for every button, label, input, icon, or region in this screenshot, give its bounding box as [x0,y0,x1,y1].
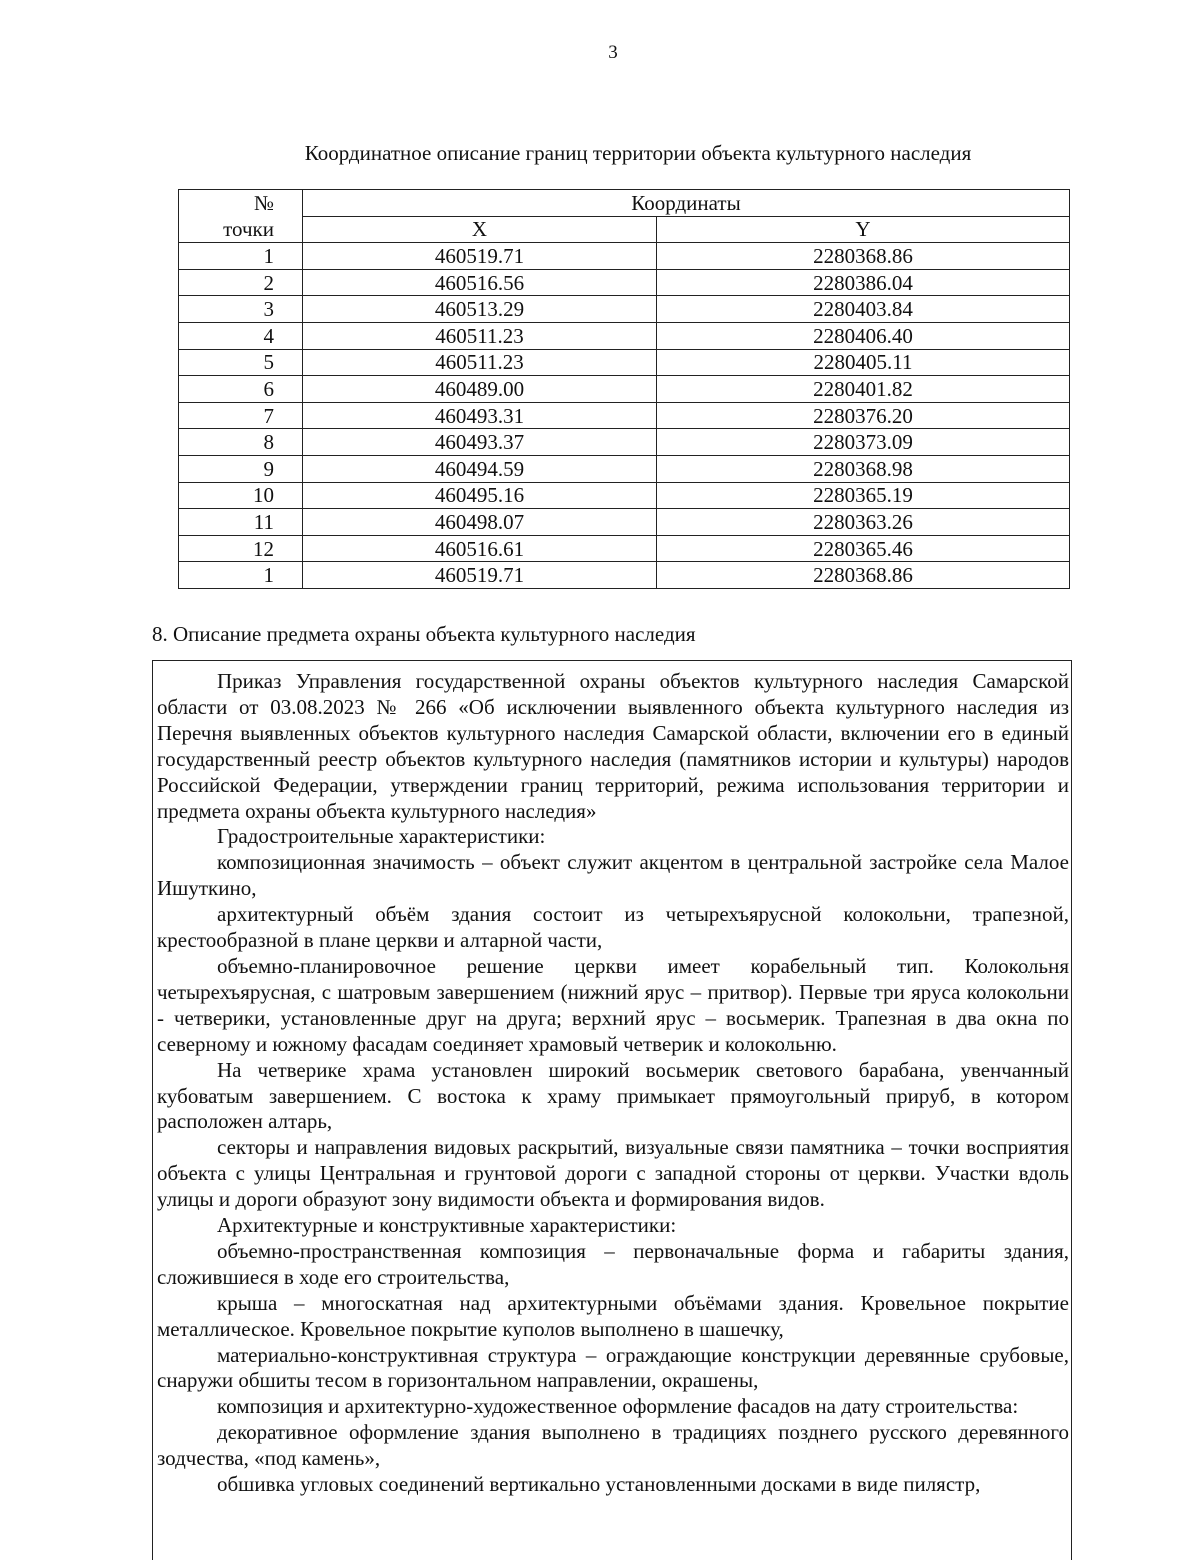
coordinates-table [178,189,1070,589]
coord-x: 460489.00 [303,376,657,403]
header-num-bottom: точки [179,216,303,243]
paragraph: обшивка угловых соединений вертикально установленными досками в виде пилястр, [217,1472,981,1497]
coord-y: 2280363.26 [657,509,1070,536]
table-row [179,322,1070,349]
table-row [179,509,1070,536]
paragraph: композиционная значимость – объект служит акцентом в центральной застройке села Малое Ишуткино, [157,850,1069,901]
point-number: 6 [179,376,303,403]
point-number: 12 [179,535,303,562]
coord-x: 460493.37 [303,429,657,456]
table-row [179,296,1070,323]
table-body [179,243,1070,589]
table-row [179,349,1070,376]
table-row [179,429,1070,456]
coord-x: 460494.59 [303,455,657,482]
coord-x: 460519.71 [303,243,657,270]
table-row [179,243,1070,270]
coord-y: 2280373.09 [657,429,1070,456]
page-number: 3 [608,42,618,63]
header-x: X [303,216,657,243]
table-row [179,376,1070,403]
coord-y: 2280368.86 [657,243,1070,270]
coord-x: 460511.23 [303,349,657,376]
section-heading: 8. Описание предмета охраны объекта культурного наследия [152,622,696,646]
paragraph: крыша – многоскатная над архитектурными объёмами здания. Кровельное покрытие металлическое. Кровельное покрытие куполов выполнено в шашечку, [157,1290,1069,1341]
paragraph: объемно-планировочное решение церкви имеет корабельный тип. Колокольня четырехъярусная, с шатровым завершением (нижний ярус – притвор). Первые три яруса колокольни - четверики, установленные друг на друга; верхний ярус – восьмерик. Трапезная в два окна по северному и южному фасадам соединяет храмовый четверик и колокольню. [157,953,1069,1056]
point-number: 10 [179,482,303,509]
table-row [179,455,1070,482]
coord-y: 2280368.98 [657,455,1070,482]
point-number: 1 [179,562,303,589]
paragraph: материально-конструктивная структура – ограждающие конструкции деревянные срубовые, снаружи обшиты тесом в горизонтальном направлении, окрашены, [157,1342,1069,1393]
paragraph: Приказ Управления государственной охраны объектов культурного наследия Самарской области от 03.08.2023 № 266 «Об исключении выявленного объекта культурного наследия из Перечня выявленных объектов культурного наследия Самарской области, включении его в единый государственный реестр объектов культурного наследия (памятников истории и культуры) народов Российской Федерации, утверждении границ территорий, режима использования территории и предмета охраны объекта культурного наследия» [157,669,1069,823]
header-y: Y [657,216,1070,243]
coord-y: 2280365.19 [657,482,1070,509]
header-num-top: № [179,190,303,217]
table-title: Координатное описание границ территории объекта культурного наследия [304,141,972,165]
coord-x: 460516.61 [303,535,657,562]
coord-x: 460516.56 [303,269,657,296]
paragraph: секторы и направления видовых раскрытий, визуальные связи памятника – точки восприятия объекта с улицы Центральная и грунтовой дороги с западной стороны от церкви. Участки вдоль улицы и дороги образуют зону видимости объекта и формирования видов. [157,1135,1069,1212]
coord-y: 2280401.82 [657,376,1070,403]
table-row [179,535,1070,562]
point-number: 8 [179,429,303,456]
table-row [179,402,1070,429]
paragraph: Градостроительные характеристики: [217,824,546,849]
coord-y: 2280376.20 [657,402,1070,429]
coord-y: 2280406.40 [657,322,1070,349]
table-row [179,562,1070,589]
header-coordinates: Координаты [303,190,1070,217]
paragraph: декоративное оформление здания выполнено в традициях позднего русского деревянного зодчества, «под камень», [157,1420,1069,1471]
coord-y: 2280368.86 [657,562,1070,589]
paragraph: архитектурный объём здания состоит из четырехъярусной колокольни, трапезной, крестообразной в плане церкви и алтарной части, [157,902,1069,953]
point-number: 7 [179,402,303,429]
coord-y: 2280365.46 [657,535,1070,562]
paragraph: объемно-пространственная композиция – первоначальные форма и габариты здания, сложившиеся в ходе его строительства, [157,1238,1069,1289]
paragraph: На четверике храма установлен широкий восьмерик светового барабана, увенчанный кубоватым завершением. С востока к храму примыкает прямоугольный прируб, в котором расположен алтарь, [157,1057,1069,1134]
coord-x: 460493.31 [303,402,657,429]
point-number: 4 [179,322,303,349]
coord-x: 460513.29 [303,296,657,323]
coord-y: 2280405.11 [657,349,1070,376]
coord-x: 460495.16 [303,482,657,509]
coord-y: 2280403.84 [657,296,1070,323]
point-number: 5 [179,349,303,376]
point-number: 3 [179,296,303,323]
coord-x: 460498.07 [303,509,657,536]
paragraph: Архитектурные и конструктивные характеристики: [217,1213,677,1238]
table-row [179,482,1070,509]
paragraph: композиция и архитектурно-художественное оформление фасадов на дату строительства: [217,1394,1019,1419]
point-number: 9 [179,455,303,482]
table-row [179,269,1070,296]
coord-x: 460519.71 [303,562,657,589]
coord-y: 2280386.04 [657,269,1070,296]
point-number: 11 [179,509,303,536]
point-number: 2 [179,269,303,296]
protection-description-box [152,660,1072,1560]
point-number: 1 [179,243,303,270]
coord-x: 460511.23 [303,322,657,349]
